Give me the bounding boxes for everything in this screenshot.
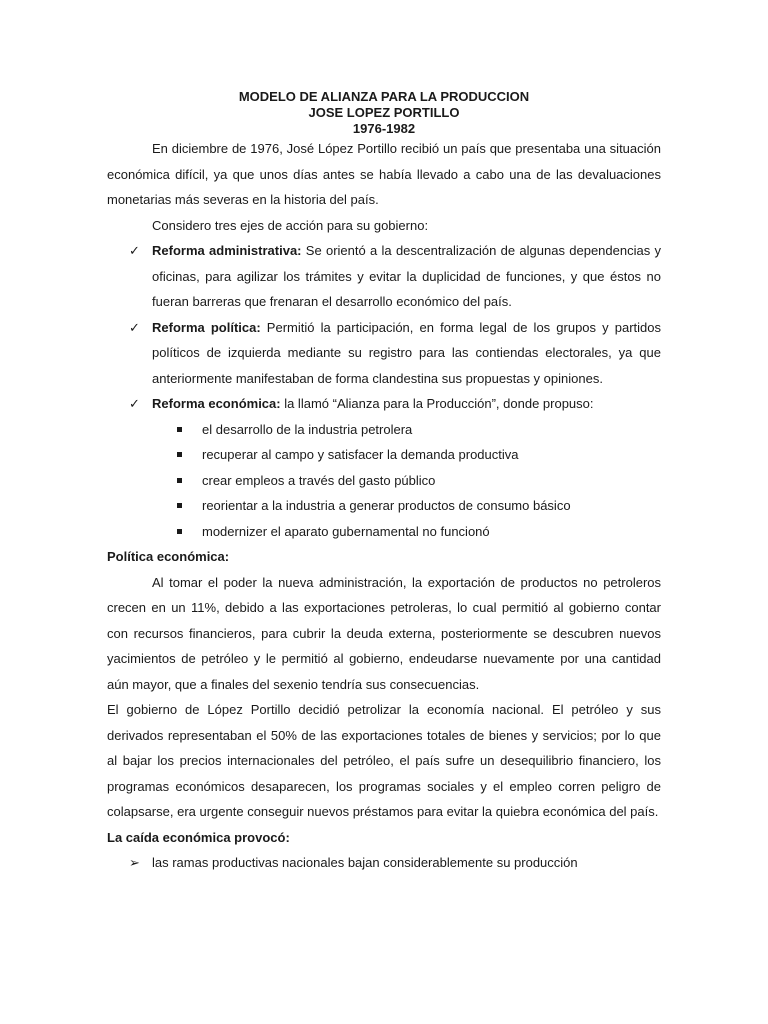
proposal-text: modernizer el aparato gubernamental no funcionó — [202, 523, 490, 539]
intro-paragraph: En diciembre de 1976, José López Portillo recibió un país que presentaba una situación económica difícil, ya que unos días antes se había llevado a cabo una de las devaluaciones monetarias más severas en la historia del país. — [107, 141, 661, 207]
axes-intro: Considero tres ejes de acción para su gobierno: — [152, 217, 429, 233]
list-item — [107, 468, 661, 494]
proposals-list — [107, 417, 661, 545]
list-item — [107, 493, 661, 519]
square-bullet-icon — [177, 529, 182, 534]
square-bullet-icon — [177, 503, 182, 508]
square-bullet-icon — [177, 452, 182, 457]
economic-policy-heading: Política económica: — [107, 549, 230, 564]
axis-item — [107, 238, 661, 315]
axis-lead: Reforma económica: — [152, 396, 281, 411]
proposal-text: crear empleos a través del gasto público — [202, 472, 436, 488]
proposal-text: recuperar al campo y satisfacer la demanda productiva — [202, 447, 519, 462]
list-item — [107, 850, 661, 876]
consequence-text: las ramas productivas nacionales bajan considerablemente su producción — [152, 855, 578, 870]
petrolization-paragraph: El gobierno de López Portillo decidió petrolizar la economía nacional. El petróleo y sus derivados representaban el 50% de las exportaciones totales de bienes y servicios; por lo que al bajar los precios internacionales del petróleo, el país sufre un desequilibrio financiero, los programas económicos desaparecen, los programas sociales y el empleo corren peligro de colapsarse, era urgente conseguir nuevos préstamos para evitar la quiebra económica del país. — [107, 702, 661, 819]
square-bullet-icon — [177, 478, 182, 483]
proposal-text: reorientar a la industria a generar productos de consumo básico — [202, 498, 571, 513]
document-title — [107, 89, 661, 137]
checkmark-icon: ✓ — [129, 396, 140, 411]
title-line-2: JOSE LOPEZ PORTILLO — [308, 105, 460, 120]
consequences-list — [107, 850, 661, 876]
proposal-text: el desarrollo de la industria petrolera — [202, 421, 413, 437]
list-item — [107, 519, 661, 545]
axis-text: Permitió la participación, en forma legal de los grupos y partidos políticos de izquierda mediante su registro para las contiendas electorales, ya que anteriormente manifestaban de forma clandestina sus propuestas y opiniones. — [152, 319, 661, 386]
checkmark-icon: ✓ — [129, 319, 140, 335]
list-item — [107, 442, 661, 468]
axis-item — [107, 391, 661, 417]
list-item — [107, 417, 661, 443]
square-bullet-icon — [177, 427, 182, 432]
arrow-bullet-icon: ➢ — [129, 855, 140, 870]
axis-lead: Reforma política: — [152, 319, 261, 335]
axis-item — [107, 315, 661, 392]
document-page — [107, 89, 661, 876]
economic-fall-heading: La caída económica provocó: — [107, 829, 290, 845]
checkmark-icon: ✓ — [129, 243, 140, 258]
economic-policy-paragraph: Al tomar el poder la nueva administración, la exportación de productos no petroleros crecen en un 11%, debido a las exportaciones petroleras, lo cual permitió al gobierno contar con recursos financieros, para cubrir la deuda externa, posteriormente se descubren nuevos yacimientos de petróleo y le permitió al gobierno, endeudarse nuevamente por una cantidad aún mayor, que a finales del sexenio tendría sus consecuencias. — [107, 574, 661, 692]
axis-text: Se orientó a la descentralización de algunas dependencias y oficinas, para agilizar los trámites y evitar la duplicidad de funciones, y que éstos no fueran barreras que frenaran el desarrollo económico del país. — [152, 243, 661, 309]
axis-text: la llamó “Alianza para la Producción”, donde propuso: — [280, 396, 594, 411]
axis-lead: Reforma administrativa: — [152, 243, 302, 258]
axes-list — [107, 238, 661, 417]
title-line-3: 1976-1982 — [352, 121, 416, 136]
title-line-1: MODELO DE ALIANZA PARA LA PRODUCCION — [238, 89, 530, 104]
